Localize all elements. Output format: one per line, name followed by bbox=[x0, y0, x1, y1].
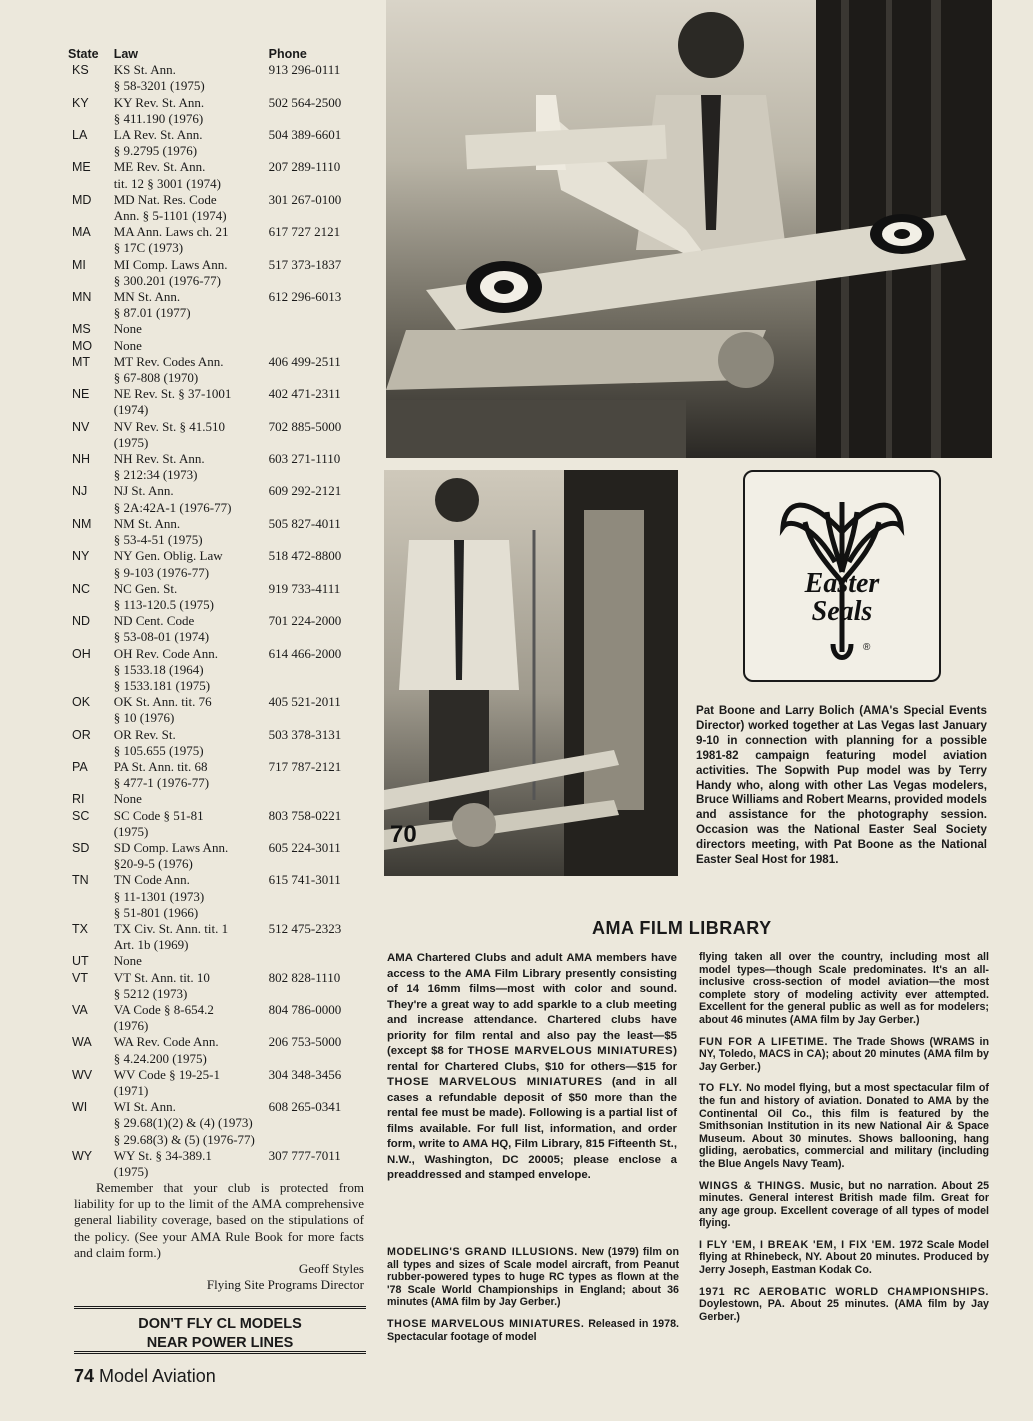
law-line: § 29.68(1)(2) & (4) (1973) bbox=[113, 1115, 253, 1131]
law-line: § 1533.18 (1964) bbox=[113, 661, 204, 677]
law-line: SC Code § 51-81 bbox=[113, 807, 204, 823]
law-line: KS St. Ann. bbox=[113, 62, 176, 78]
film-entry bbox=[387, 1246, 679, 1309]
state-code: TN bbox=[72, 873, 89, 888]
header-phone: Phone bbox=[268, 47, 307, 61]
film-library-intro bbox=[387, 951, 677, 1184]
phone-number bbox=[269, 321, 368, 337]
state-code: ME bbox=[72, 160, 91, 175]
state-code: OR bbox=[72, 727, 91, 742]
law-citation bbox=[114, 921, 269, 953]
law-line: (1975) bbox=[113, 823, 149, 839]
phone-number: 206 753-5000 bbox=[268, 1034, 342, 1050]
film-title: 1971 RC AEROBATIC WORLD CHAMPIONSHIPS. bbox=[699, 1285, 989, 1298]
law-citation bbox=[114, 872, 269, 921]
table-header bbox=[68, 46, 368, 62]
table-row bbox=[68, 613, 368, 645]
law-line: tit. 12 § 3001 (1974) bbox=[113, 175, 221, 191]
law-line: MD Nat. Res. Code bbox=[113, 191, 217, 207]
table-row bbox=[68, 159, 368, 191]
state-code: MN bbox=[72, 290, 92, 305]
model-marking: 70 bbox=[390, 821, 417, 848]
table-row bbox=[68, 1034, 368, 1066]
law-line: § 411.190 (1976) bbox=[113, 110, 204, 126]
phone-number: 802 828-1110 bbox=[268, 969, 341, 985]
state-code: WV bbox=[72, 1067, 93, 1082]
table-row bbox=[68, 694, 368, 726]
law-line: (1976) bbox=[113, 1018, 149, 1034]
law-citation bbox=[114, 354, 269, 386]
table-row bbox=[68, 548, 368, 580]
intro-part-1: AMA Chartered Clubs and adult AMA members have access to the AMA Film Library presently consisting of 14 16mm films—most with color and sound. They're a great way to add sparkle to a club meeting and increase attendance. Chartered clubs have priority for film rental and also pay the least—$5 (except $8 for bbox=[387, 952, 677, 1057]
phone-number: 505 827-4011 bbox=[268, 515, 341, 531]
film-desc: No model flying, but a most spectacular film of the fun and history of aviation. Donated to AMA by the Continental Oil Co., this film is featured by the Smithsonian Institution in its new National Air & Space Museum. About 30 minutes. Shows ballooning, hang gliding, aerobatics, commercial and military (including the Blue Angels Navy Team). bbox=[699, 1082, 989, 1170]
intro-film-name-1: THOSE MARVELOUS MINIATURES bbox=[467, 1045, 674, 1057]
table-row bbox=[68, 419, 368, 451]
state-code: MT bbox=[72, 354, 91, 369]
photo-caption: Pat Boone and Larry Bolich (AMA's Special Events Director) worked together at Las Vegas last January 9-10 in connection with planning for a possible 1981-82 campaign featuring model aviation activities. The Sopwith Pup model was by Terry Handy who, along with other Las Vegas modelers, Bruce Williams and Robert Mearns, provided models and assistance for the photography session. Occasion was the National Easter Seal Society directors meeting, with Pat Boone as the National Easter Seal Host for 1981. bbox=[696, 704, 987, 867]
signature-name: Geoff Styles bbox=[298, 1261, 364, 1276]
table-row bbox=[68, 759, 368, 791]
law-line: OK St. Ann. tit. 76 bbox=[113, 694, 212, 710]
law-line: NE Rev. St. § 37-1001 bbox=[113, 386, 232, 402]
law-citation bbox=[114, 516, 269, 548]
film-desc: flying taken all over the country, including most all model types—though Scale predominates. It's an all-inclusive cross-section of model aviation—the most complete story of modeling activity ever attempted. Excellent for the general public as well as for modelers; about 46 minutes (AMA film by Jay Gerber.) bbox=[699, 951, 989, 1026]
film-entry bbox=[699, 1180, 989, 1230]
phone-number: 307 777-7011 bbox=[268, 1147, 341, 1163]
intro-film-name-2: THOSE MARVELOUS MINIATURES bbox=[387, 1076, 603, 1088]
law-citation bbox=[114, 548, 269, 580]
law-citation bbox=[114, 694, 269, 726]
phone-number: 605 224-3011 bbox=[268, 839, 341, 855]
law-citation bbox=[114, 791, 269, 807]
law-line: SD Comp. Laws Ann. bbox=[113, 839, 229, 855]
phone-number: 919 733-4111 bbox=[268, 580, 341, 596]
state-code: WA bbox=[72, 1035, 92, 1050]
law-line: § 300.201 (1976-77) bbox=[113, 272, 221, 288]
state-code: LA bbox=[72, 128, 88, 143]
law-citation bbox=[114, 727, 269, 759]
state-code: WI bbox=[72, 1100, 88, 1115]
film-desc: The Trade Shows (WRAMS in NY, Toledo, MACS in CA); about 20 minutes (AMA film by Jay Gerber.) bbox=[699, 1035, 989, 1073]
film-list-col-1 bbox=[387, 1246, 679, 1352]
law-citation bbox=[114, 759, 269, 791]
law-line: § 58-3201 (1975) bbox=[113, 78, 205, 94]
film-title: FUN FOR A LIFETIME. bbox=[699, 1035, 829, 1048]
state-law-table bbox=[68, 46, 368, 1180]
law-line: (1971) bbox=[113, 1083, 149, 1098]
table-row bbox=[68, 581, 368, 613]
law-line: MA Ann. Laws ch. 21 bbox=[113, 224, 229, 240]
law-citation bbox=[114, 338, 269, 354]
table-row bbox=[68, 727, 368, 759]
phone-number: 301 267-0100 bbox=[268, 191, 342, 207]
table-row bbox=[68, 192, 368, 224]
law-line: PA St. Ann. tit. 68 bbox=[113, 758, 208, 774]
table-row bbox=[68, 1099, 368, 1148]
table-row bbox=[68, 338, 368, 354]
law-citation bbox=[114, 321, 269, 337]
state-code: NM bbox=[72, 516, 92, 531]
table-row bbox=[68, 808, 368, 840]
law-line: § 87.01 (1977) bbox=[113, 305, 191, 321]
law-line: None bbox=[113, 321, 142, 337]
law-citation bbox=[114, 613, 269, 645]
law-line: § 29.68(3) & (5) (1976-77) bbox=[113, 1131, 255, 1147]
state-code: OH bbox=[72, 646, 91, 661]
law-line: § 17C (1973) bbox=[113, 240, 184, 256]
law-line: OH Rev. Code Ann. bbox=[113, 645, 218, 661]
law-citation bbox=[114, 953, 269, 969]
state-code: MO bbox=[72, 338, 93, 353]
registered-mark: ® bbox=[863, 642, 871, 653]
table-row bbox=[68, 354, 368, 386]
table-row bbox=[68, 1067, 368, 1099]
phone-number: 803 758-0221 bbox=[268, 807, 342, 823]
law-line: NC Gen. St. bbox=[113, 580, 178, 596]
film-library-title: AMA FILM LIBRARY bbox=[592, 918, 772, 938]
state-code: NJ bbox=[72, 484, 88, 499]
table-row bbox=[68, 451, 368, 483]
phone-number: 518 472-8800 bbox=[268, 548, 342, 564]
phone-number: 612 296-6013 bbox=[268, 289, 342, 305]
phone-number: 406 499-2511 bbox=[268, 353, 341, 369]
law-line: § 53-4-51 (1975) bbox=[113, 532, 203, 548]
table-row bbox=[68, 257, 368, 289]
law-line: NH Rev. St. Ann. bbox=[113, 451, 205, 467]
law-line: § 477-1 (1976-77) bbox=[113, 775, 210, 791]
phone-number bbox=[269, 791, 368, 807]
phone-number: 804 786-0000 bbox=[268, 1001, 342, 1017]
table-row bbox=[68, 1148, 368, 1180]
law-line: TX Civ. St. Ann. tit. 1 bbox=[113, 920, 229, 936]
film-list-col-2 bbox=[699, 951, 989, 1332]
page-number: 74 bbox=[74, 1366, 95, 1386]
film-title: WINGS & THINGS. bbox=[699, 1179, 806, 1192]
film-desc: Music, but no narration. About 25 minutes. General interest British made film. Great for any age group. Excellent coverage of all types of model flying. bbox=[699, 1179, 990, 1230]
law-citation bbox=[114, 159, 269, 191]
state-code: KS bbox=[72, 63, 89, 78]
law-citation bbox=[114, 581, 269, 613]
law-line: ND Cent. Code bbox=[113, 613, 195, 629]
phone-number: 701 224-2000 bbox=[268, 613, 342, 629]
film-desc: Released in 1978. Spectacular footage of model bbox=[387, 1317, 679, 1343]
state-code: MI bbox=[72, 257, 86, 272]
law-line: NY Gen. Oblig. Law bbox=[113, 548, 223, 564]
law-line: WV Code § 19-25-1 bbox=[113, 1066, 220, 1082]
law-line: VA Code § 8-654.2 bbox=[113, 1001, 214, 1017]
law-citation bbox=[114, 419, 269, 451]
table-row bbox=[68, 840, 368, 872]
phone-number bbox=[269, 953, 368, 969]
table-row bbox=[68, 953, 368, 969]
phone-number: 603 271-1110 bbox=[268, 451, 341, 467]
state-code: NV bbox=[72, 419, 90, 434]
law-citation bbox=[114, 127, 269, 159]
easter-seals-logo bbox=[743, 470, 941, 682]
film-title: THOSE MARVELOUS MINIATURES. bbox=[387, 1317, 585, 1330]
photo-pat-boone-with-sopwith-pup bbox=[386, 0, 992, 458]
table-row bbox=[68, 321, 368, 337]
state-code: UT bbox=[72, 954, 89, 969]
table-row bbox=[68, 483, 368, 515]
law-line: Art. 1b (1969) bbox=[113, 937, 189, 953]
law-line: § 113-120.5 (1975) bbox=[113, 596, 214, 612]
signature-title: Flying Site Programs Director bbox=[206, 1277, 364, 1292]
table-row bbox=[68, 516, 368, 548]
law-citation bbox=[114, 62, 269, 94]
film-entry bbox=[699, 1286, 989, 1324]
phone-number: 609 292-2121 bbox=[268, 483, 342, 499]
state-code: VT bbox=[72, 970, 88, 985]
law-line: § 67-808 (1970) bbox=[113, 370, 199, 386]
table-row bbox=[68, 224, 368, 256]
law-line: MN St. Ann. bbox=[113, 289, 181, 305]
film-entry bbox=[699, 951, 989, 1027]
phone-number: 614 466-2000 bbox=[268, 645, 342, 661]
law-line: § 51-801 (1966) bbox=[113, 904, 199, 920]
law-line: § 5212 (1973) bbox=[113, 985, 188, 1001]
table-row bbox=[68, 386, 368, 418]
phone-number: 615 741-3011 bbox=[268, 872, 341, 888]
law-citation bbox=[114, 1099, 269, 1148]
lily-icon bbox=[745, 472, 939, 680]
state-code: MD bbox=[72, 192, 92, 207]
phone-number: 702 885-5000 bbox=[268, 418, 342, 434]
state-code: NE bbox=[72, 387, 90, 402]
table-row bbox=[68, 95, 368, 127]
phone-number: 717 787-2121 bbox=[268, 758, 342, 774]
film-entry bbox=[699, 1036, 989, 1074]
film-entry bbox=[387, 1318, 679, 1343]
table-row bbox=[68, 791, 368, 807]
law-line: KY Rev. St. Ann. bbox=[113, 94, 205, 110]
table-row bbox=[68, 289, 368, 321]
state-code: KY bbox=[72, 95, 89, 110]
phone-number: 503 378-3131 bbox=[268, 726, 342, 742]
warning-line-1: DON'T FLY CL MODELS bbox=[138, 1316, 302, 1332]
law-line: § 9-103 (1976-77) bbox=[113, 564, 210, 580]
liability-note: Remember that your club is protected from liability for up to the limit of the AMA comprehensive general liability coverage, based on the stipulations of the policy. (See your AMA Rule Book for more facts and claim form.) bbox=[74, 1180, 364, 1260]
state-code: VA bbox=[72, 1002, 88, 1017]
logo-word-2: Seals bbox=[811, 596, 873, 627]
magazine-name: Model Aviation bbox=[99, 1366, 216, 1386]
state-code: SD bbox=[72, 840, 90, 855]
header-state: State bbox=[68, 47, 99, 61]
law-line: § 53-08-01 (1974) bbox=[113, 629, 210, 645]
photo-mid-illustration bbox=[384, 470, 678, 876]
law-citation bbox=[114, 808, 269, 840]
law-line: § 1533.181 (1975) bbox=[113, 677, 211, 693]
state-code: ND bbox=[72, 614, 91, 629]
law-citation bbox=[114, 1148, 269, 1180]
law-line: NV Rev. St. § 41.510 bbox=[113, 418, 225, 434]
law-line: § 9.2795 (1976) bbox=[113, 143, 198, 159]
law-citation bbox=[114, 386, 269, 418]
law-citation bbox=[114, 840, 269, 872]
state-code: NY bbox=[72, 549, 90, 564]
phone-number: 608 265-0341 bbox=[268, 1099, 342, 1115]
photo-top-illustration bbox=[386, 0, 992, 458]
law-line: OR Rev. St. bbox=[113, 726, 176, 742]
law-line: Ann. § 5-1101 (1974) bbox=[113, 208, 227, 224]
state-code: MA bbox=[72, 225, 91, 240]
law-line: § 10 (1976) bbox=[113, 710, 175, 726]
law-line: MI Comp. Laws Ann. bbox=[113, 256, 228, 272]
page-folio bbox=[74, 1366, 216, 1387]
film-title: MODELING'S GRAND ILLUSIONS. bbox=[387, 1246, 578, 1258]
law-line: NM St. Ann. bbox=[113, 515, 181, 531]
table-row bbox=[68, 646, 368, 695]
photo-larry-bolich-with-model bbox=[384, 470, 678, 876]
law-line: WY St. § 34-389.1 bbox=[113, 1147, 212, 1163]
state-code: SC bbox=[72, 808, 90, 823]
table-row bbox=[68, 127, 368, 159]
power-line-warning bbox=[74, 1306, 366, 1354]
law-citation bbox=[114, 192, 269, 224]
law-line: §20-9-5 (1976) bbox=[113, 856, 193, 872]
law-line: (1974) bbox=[113, 402, 149, 418]
law-line: § 105.655 (1975) bbox=[113, 742, 204, 758]
state-code: NH bbox=[72, 452, 91, 467]
table-body bbox=[68, 62, 368, 1180]
table-row bbox=[68, 921, 368, 953]
intro-part-2: ) rental for Chartered Clubs, $10 for others—$15 for bbox=[387, 1045, 677, 1073]
state-code: RI bbox=[72, 792, 85, 807]
warning-line-2: NEAR POWER LINES bbox=[146, 1335, 294, 1351]
law-line: § 212:34 (1973) bbox=[113, 467, 198, 483]
law-citation bbox=[114, 646, 269, 695]
law-citation bbox=[114, 1067, 269, 1099]
law-line: § 11-1301 (1973) bbox=[113, 888, 205, 904]
phone-number: 517 373-1837 bbox=[268, 256, 342, 272]
law-line: WI St. Ann. bbox=[113, 1099, 176, 1115]
phone-number: 304 348-3456 bbox=[268, 1066, 342, 1082]
header-law: Law bbox=[113, 47, 139, 61]
phone-number: 502 564-2500 bbox=[268, 94, 342, 110]
intro-part-3: (and in all cases a refundable deposit of $50 more than the rental fee must be made). Following is a partial list of films available. For full list, information, and order form, write to AMA HQ, Film Library, 815 Fifteenth St., N.W., Washington, DC 20005; please enclose a preaddressed and stamped envelope. bbox=[387, 1076, 677, 1181]
table-row bbox=[68, 970, 368, 1002]
film-title: TO FLY. bbox=[699, 1082, 743, 1095]
phone-number: 405 521-2011 bbox=[268, 694, 341, 710]
law-citation bbox=[114, 224, 269, 256]
state-code: OK bbox=[72, 695, 91, 710]
table-row bbox=[68, 872, 368, 921]
phone-number: 913 296-0111 bbox=[268, 62, 341, 78]
law-line: None bbox=[113, 953, 142, 969]
film-desc: 1972 Scale Model flying at Rhinebeck, NY. About 20 minutes. Produced by Jerry Joseph, Eastman Kodak Co. bbox=[699, 1238, 989, 1277]
law-line: NJ St. Ann. bbox=[113, 483, 174, 499]
law-citation bbox=[114, 970, 269, 1002]
law-citation bbox=[114, 1034, 269, 1066]
law-citation bbox=[114, 1002, 269, 1034]
state-code: WY bbox=[72, 1148, 93, 1163]
film-desc: Doylestown, PA. About 25 minutes. (AMA film by Jay Gerber.) bbox=[699, 1298, 989, 1323]
law-line: ME Rev. St. Ann. bbox=[113, 159, 206, 175]
law-citation bbox=[114, 95, 269, 127]
logo-word-1: Easter bbox=[804, 568, 880, 599]
law-line: None bbox=[113, 791, 142, 807]
phone-number: 512 475-2323 bbox=[268, 920, 342, 936]
law-citation bbox=[114, 483, 269, 515]
phone-number: 617 727 2121 bbox=[268, 224, 341, 240]
state-code: NC bbox=[72, 581, 91, 596]
state-code: MS bbox=[72, 322, 91, 337]
law-line: § 4.24.200 (1975) bbox=[113, 1050, 207, 1066]
film-title: I FLY 'EM, I BREAK 'EM, I FIX 'EM. bbox=[699, 1238, 896, 1251]
law-line: VT St. Ann. tit. 10 bbox=[113, 969, 210, 985]
law-line: MT Rev. Codes Ann. bbox=[113, 353, 224, 369]
law-citation bbox=[114, 451, 269, 483]
table-row bbox=[68, 1002, 368, 1034]
law-line: LA Rev. St. Ann. bbox=[113, 127, 203, 143]
signature bbox=[74, 1261, 364, 1293]
law-line: WA Rev. Code Ann. bbox=[113, 1034, 219, 1050]
law-line: (1975) bbox=[113, 434, 149, 450]
film-desc: New (1979) film on all types and sizes of Scale model aircraft, from Peanut rubber-powered types to huge RC types as flown at the '78 Scale World Championships in England; about 36 minutes (AMA film by Jay Gerber.) bbox=[387, 1246, 679, 1309]
phone-number: 504 389-6601 bbox=[268, 127, 342, 143]
film-entry bbox=[699, 1239, 989, 1277]
state-code: TX bbox=[72, 921, 88, 936]
phone-number bbox=[269, 338, 368, 354]
law-line: None bbox=[113, 337, 142, 353]
film-entry bbox=[699, 1082, 989, 1170]
phone-number: 402 471-2311 bbox=[268, 386, 341, 402]
table-row bbox=[68, 62, 368, 94]
law-line: TN Code Ann. bbox=[113, 872, 190, 888]
state-code: PA bbox=[72, 759, 88, 774]
law-line: (1975) bbox=[113, 1164, 149, 1180]
phone-number: 207 289-1110 bbox=[268, 159, 341, 175]
law-citation bbox=[114, 289, 269, 321]
law-citation bbox=[114, 257, 269, 289]
law-line: § 2A:42A-1 (1976-77) bbox=[113, 499, 232, 515]
